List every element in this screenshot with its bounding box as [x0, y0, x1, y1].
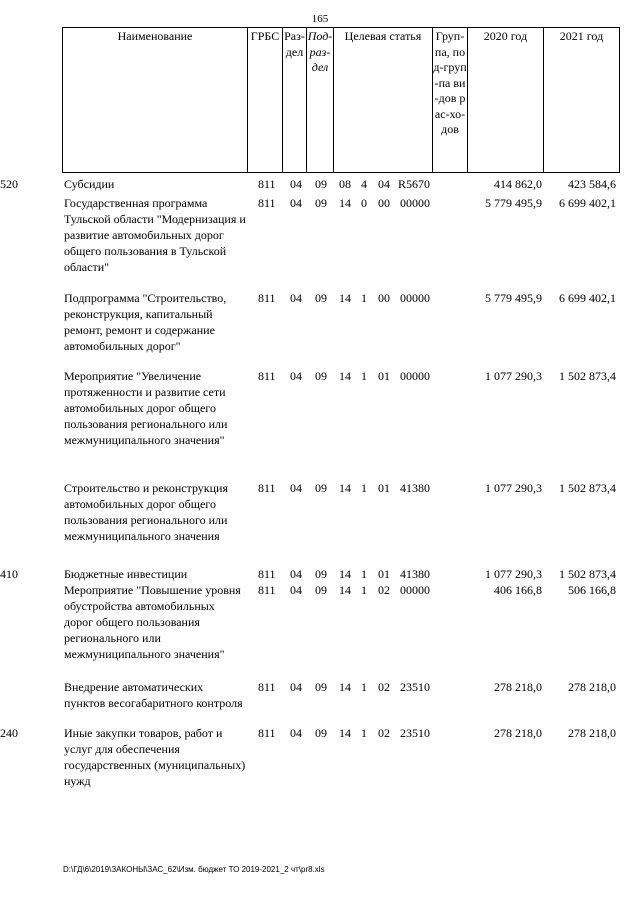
cell-target-subprogram: 1	[361, 726, 367, 740]
cell-podrazdel: 09	[315, 196, 327, 210]
cell-target-program: 14	[339, 196, 351, 210]
cell-target-subprogram: 1	[361, 369, 367, 383]
header-podrazdel: Под-раз-дел	[307, 28, 334, 172]
cell-grbs: 811	[258, 481, 276, 495]
cell-amount-2020: 406 166,8	[494, 583, 542, 597]
cell-amount-2021: 1 502 873,4	[559, 567, 616, 581]
cell-amount-2021: 506 166,8	[568, 583, 616, 597]
header-target-article: Целевая статья	[334, 28, 433, 172]
header-year-2020: 2020 год	[468, 28, 544, 172]
cell-podrazdel: 09	[315, 369, 327, 383]
cell-amount-2020: 1 077 290,3	[485, 369, 542, 383]
cell-amount-2020: 1 077 290,3	[485, 481, 542, 495]
cell-razdel: 04	[290, 196, 302, 210]
cell-target-subprogram: 1	[361, 583, 367, 597]
cell-podrazdel: 09	[315, 291, 327, 305]
cell-amount-2020: 278 218,0	[494, 680, 542, 694]
header-year-2021: 2021 год	[559, 29, 604, 43]
cell-target-direction: 00000	[400, 196, 430, 210]
cell-target-event: 01	[378, 481, 390, 495]
cell-target-program: 14	[339, 583, 351, 597]
cell-name: Внедрение автоматических пунктов весогабаритного контроля	[64, 680, 243, 710]
cell-target-subprogram: 0	[361, 196, 367, 210]
cell-target-direction: 00000	[400, 583, 430, 597]
cell-name: Строительство и реконструкция автомобильных дорог общего пользования регионального или межмуниципального значения	[64, 481, 228, 543]
cell-expense-group: 410	[0, 567, 18, 581]
cell-target-direction: 23510	[400, 726, 430, 740]
cell-target-event: 02	[378, 726, 390, 740]
cell-podrazdel: 09	[315, 481, 327, 495]
header-name: Наименование	[63, 28, 248, 172]
cell-target-program: 14	[339, 369, 351, 383]
file-path-footer: D:\ГД\6\2019\ЗАКОНЫ\ЗАС_62\Изм. бюджет ТО 2019-2021_2 чт\pr8.xls	[63, 865, 325, 874]
cell-amount-2021: 423 584,6	[568, 177, 616, 191]
cell-target-subprogram: 1	[361, 680, 367, 694]
cell-target-event: 02	[378, 583, 390, 597]
cell-grbs: 811	[258, 369, 276, 383]
cell-target-subprogram: 1	[361, 481, 367, 495]
cell-target-event: 02	[378, 680, 390, 694]
cell-target-program: 08	[339, 177, 351, 191]
cell-target-direction: 41380	[400, 481, 430, 495]
cell-grbs: 811	[258, 680, 276, 694]
cell-razdel: 04	[290, 291, 302, 305]
cell-name: Иные закупки товаров, работ и услуг для обеспечения государственных (муниципальных) нужд	[64, 726, 246, 788]
cell-name: Мероприятие "Повышение уровня обустройства автомобильных дорог общего пользования регионального или межмуниципального значения"	[64, 583, 241, 661]
cell-amount-2020: 5 779 495,9	[485, 196, 542, 210]
cell-target-event: 04	[378, 177, 390, 191]
cell-name: Бюджетные инвестиции	[64, 567, 188, 581]
cell-razdel: 04	[290, 680, 302, 694]
cell-target-event: 01	[378, 369, 390, 383]
cell-razdel: 04	[290, 726, 302, 740]
cell-name: Подпрограмма "Строительство, реконструкция, капитальный ремонт, ремонт и содержание автомобильных дорог"	[64, 291, 227, 353]
cell-amount-2021: 6 699 402,1	[559, 291, 616, 305]
cell-amount-2021: 1 502 873,4	[559, 481, 616, 495]
cell-amount-2021: 278 218,0	[568, 726, 616, 740]
header-razdel: Раз-дел	[283, 28, 307, 172]
cell-razdel: 04	[290, 369, 302, 383]
cell-razdel: 04	[290, 177, 302, 191]
cell-amount-2021: 1 502 873,4	[559, 369, 616, 383]
cell-razdel: 04	[290, 583, 302, 597]
cell-amount-2020: 5 779 495,9	[485, 291, 542, 305]
cell-name: Мероприятие "Увеличение протяженности и развитие сети автомобильных дорог общего пользования регионального или межмуниципального значения"	[64, 369, 228, 447]
cell-podrazdel: 09	[315, 583, 327, 597]
cell-target-program: 14	[339, 726, 351, 740]
header-grbs: ГРБС	[248, 28, 283, 172]
cell-target-direction: 41380	[400, 567, 430, 581]
cell-razdel: 04	[290, 481, 302, 495]
cell-target-program: 14	[339, 481, 351, 495]
cell-name: Государственная программа Тульской области "Модернизация и развитие автомобильных дорог общего пользования в Тульской области"	[64, 196, 246, 274]
cell-podrazdel: 09	[315, 567, 327, 581]
cell-amount-2021: 278 218,0	[568, 680, 616, 694]
cell-target-event: 01	[378, 567, 390, 581]
cell-target-subprogram: 1	[361, 291, 367, 305]
cell-expense-group: 520	[0, 177, 18, 191]
cell-target-program: 14	[339, 291, 351, 305]
cell-amount-2020: 278 218,0	[494, 726, 542, 740]
cell-amount-2021: 6 699 402,1	[559, 196, 616, 210]
cell-target-program: 14	[339, 680, 351, 694]
cell-target-direction: 00000	[400, 369, 430, 383]
cell-grbs: 811	[258, 291, 276, 305]
cell-grbs: 811	[258, 726, 276, 740]
cell-grbs: 811	[258, 567, 276, 581]
cell-target-event: 00	[378, 291, 390, 305]
cell-podrazdel: 09	[315, 680, 327, 694]
cell-amount-2020: 414 862,0	[494, 177, 542, 191]
cell-target-direction: 00000	[400, 291, 430, 305]
page-number: 165	[311, 13, 329, 25]
cell-target-program: 14	[339, 567, 351, 581]
cell-target-event: 00	[378, 196, 390, 210]
cell-target-direction: 23510	[400, 680, 430, 694]
cell-target-subprogram: 4	[361, 177, 367, 191]
cell-amount-2020: 1 077 290,3	[485, 567, 542, 581]
cell-grbs: 811	[258, 196, 276, 210]
cell-podrazdel: 09	[315, 726, 327, 740]
cell-expense-group: 240	[0, 726, 18, 740]
cell-podrazdel: 09	[315, 177, 327, 191]
header-expense-group: Груп-па, под-груп-па ви-дов рас-хо-дов	[433, 28, 468, 172]
cell-grbs: 811	[258, 583, 276, 597]
cell-razdel: 04	[290, 567, 302, 581]
cell-target-subprogram: 1	[361, 567, 367, 581]
cell-grbs: 811	[258, 177, 276, 191]
table-header	[62, 27, 620, 173]
cell-name: Субсидии	[64, 177, 115, 191]
cell-target-direction: R5670	[397, 177, 430, 191]
